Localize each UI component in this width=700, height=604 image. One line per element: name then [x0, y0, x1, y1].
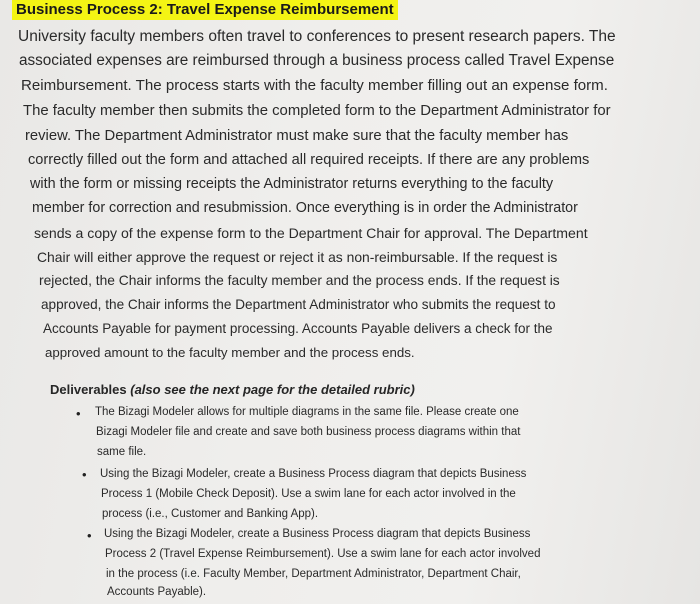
paragraph-line: rejected, the Chair informs the faculty member and the process ends. If the request is: [39, 273, 560, 288]
deliverables-heading: [50, 382, 415, 398]
paragraph-line: member for correction and resubmission. Once everything is in order the Administrator: [32, 200, 578, 216]
bullet-marker: •: [76, 406, 81, 421]
deliverable-1-line: The Bizagi Modeler allows for multiple diagrams in the same file. Please create one: [95, 406, 519, 418]
paragraph-line: approved, the Chair informs the Department Administrator who submits the request to: [41, 297, 556, 312]
deliverable-3-line: in the process (i.e. Faculty Member, Department Administrator, Department Chair,: [106, 568, 521, 580]
deliverable-1-line: Bizagi Modeler file and create and save both business process diagrams within that: [96, 426, 521, 438]
paragraph-line: University faculty members often travel to conferences to present research papers. The: [18, 28, 616, 45]
deliverables-heading-label: Deliverables: [50, 382, 127, 397]
paragraph-line: Chair will either approve the request or reject it as non-reimbursable. If the request is: [37, 249, 558, 265]
deliverables-heading-note: (also see the next page for the detailed rubric): [130, 382, 415, 397]
paragraph-line: with the form or missing receipts the Administrator returns everything to the faculty: [30, 176, 554, 192]
paragraph-line: review. The Department Administrator must make sure that the faculty member has: [25, 128, 569, 144]
deliverable-3-line: Accounts Payable).: [107, 586, 207, 598]
deliverable-3-line: Using the Bizagi Modeler, create a Business Process diagram that depicts Business: [104, 528, 531, 540]
paragraph-line: Reimbursement. The process starts with the faculty member filling out an expense form.: [21, 77, 608, 94]
bullet-marker: •: [82, 467, 87, 482]
paragraph-line: associated expenses are reimbursed through a business process called Travel Expense: [19, 52, 615, 69]
deliverable-2-line: process (i.e., Customer and Banking App).: [102, 508, 319, 520]
deliverable-2-line: Process 1 (Mobile Check Deposit). Use a swim lane for each actor involved in the: [101, 488, 516, 500]
deliverable-1-line: same file.: [97, 446, 147, 458]
paragraph-line: approved amount to the faculty member and the process ends.: [45, 345, 415, 360]
page-title: Business Process 2: Travel Expense Reimbursement: [12, 0, 398, 20]
deliverable-2-line: Using the Bizagi Modeler, create a Business Process diagram that depicts Business: [100, 468, 527, 480]
bullet-marker: •: [87, 528, 92, 543]
deliverable-3-line: Process 2 (Travel Expense Reimbursement). Use a swim lane for each actor involved: [105, 548, 541, 560]
paragraph-line: Accounts Payable for payment processing. Accounts Payable delivers a check for the: [43, 321, 553, 336]
paragraph-line: The faculty member then submits the completed form to the Department Administrator for: [23, 103, 611, 119]
paragraph-line: correctly filled out the form and attached all required receipts. If there are any problems: [28, 152, 590, 168]
paragraph-line: sends a copy of the expense form to the Department Chair for approval. The Department: [34, 225, 588, 241]
